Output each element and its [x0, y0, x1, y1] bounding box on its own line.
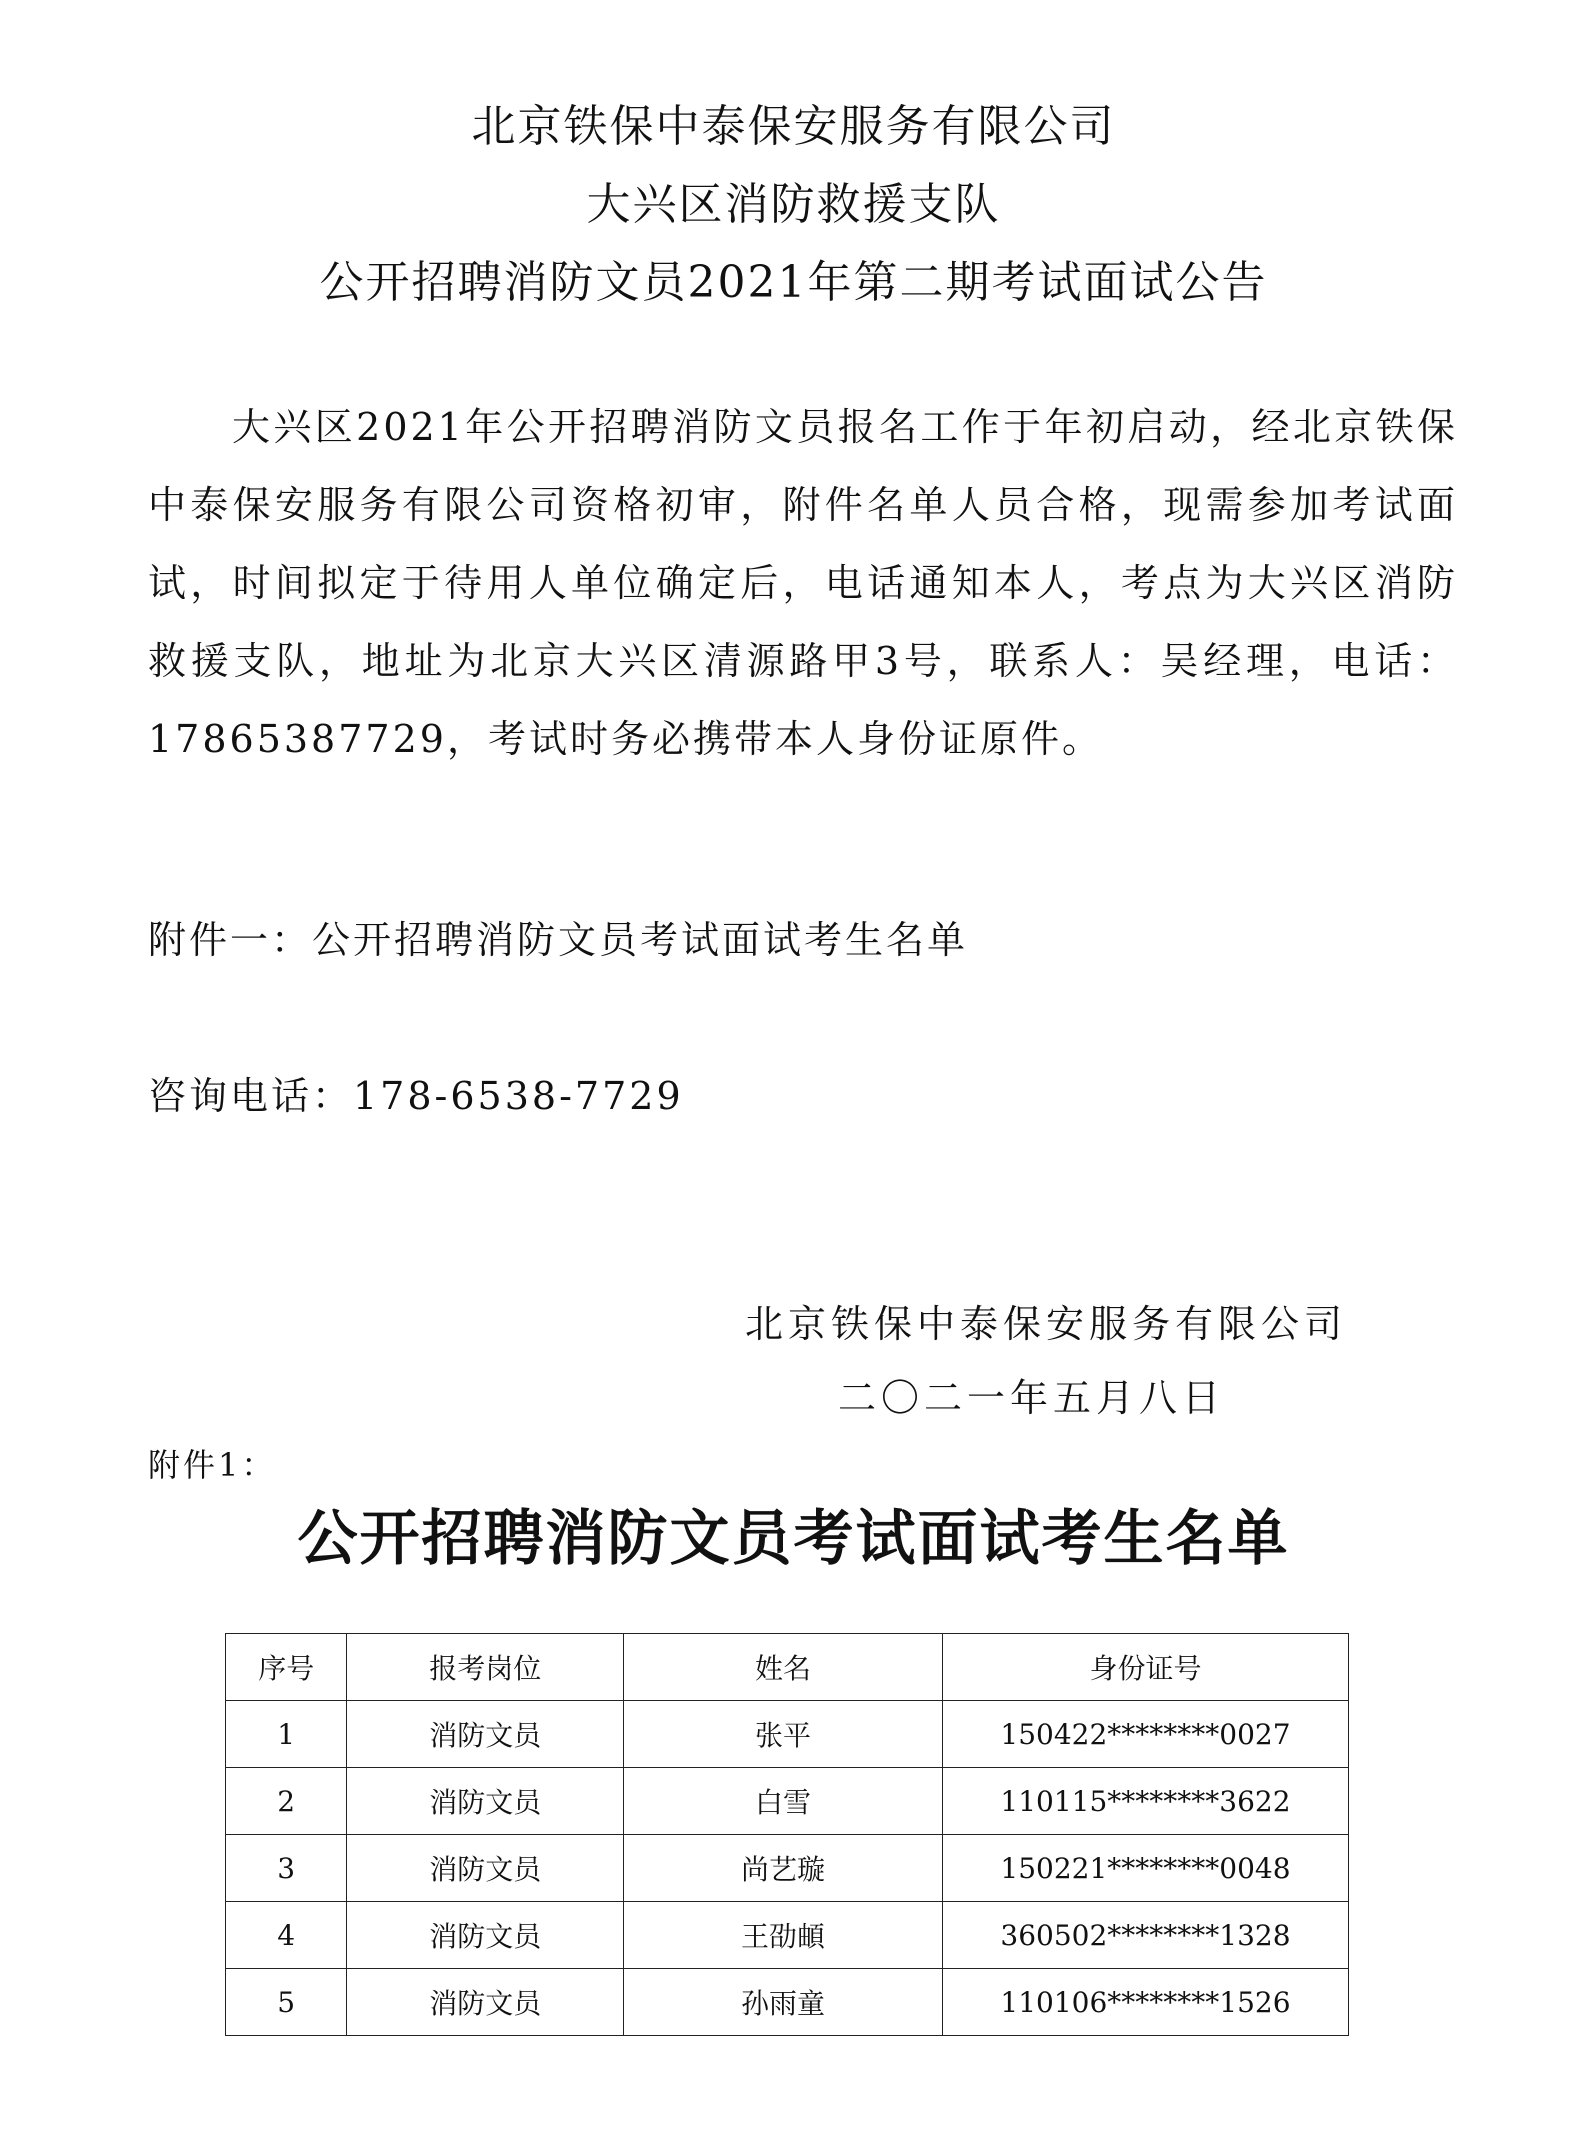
cell-id-number: 150422********0027 — [942, 1701, 1348, 1768]
candidate-table — [225, 1633, 1349, 2036]
annex-title: 公开招聘消防文员考试面试考生名单 — [297, 1504, 1290, 1574]
table-header-row — [226, 1634, 1349, 1701]
cell-name: 张平 — [624, 1701, 943, 1768]
cell-id-number: 110106********1526 — [942, 1969, 1348, 2036]
header-unit: 大兴区消防救援支队 — [586, 179, 1001, 230]
column-header-position: 报考岗位 — [347, 1634, 624, 1701]
header-announcement: 公开招聘消防文员2021年第二期考试面试公告 — [319, 257, 1268, 308]
cell-position: 消防文员 — [347, 1969, 624, 2036]
cell-seq: 2 — [226, 1768, 347, 1835]
cell-position: 消防文员 — [347, 1902, 624, 1969]
table-row — [226, 1701, 1349, 1768]
cell-position: 消防文员 — [347, 1768, 624, 1835]
table-row — [226, 1768, 1349, 1835]
table-row — [226, 1902, 1349, 1969]
announcement-header — [0, 88, 1587, 322]
cell-position: 消防文员 — [347, 1835, 624, 1902]
cell-position: 消防文员 — [347, 1701, 624, 1768]
column-header-seq: 序号 — [226, 1634, 347, 1701]
cell-name: 孙雨童 — [624, 1969, 943, 2036]
cell-name: 王劭頔 — [624, 1902, 943, 1969]
announcement-body: 大兴区2021年公开招聘消防文员报名工作于年初启动，经北京铁保中泰保安服务有限公司资格初审，附件名单人员合格，现需参加考试面试，时间拟定于待用人单位确定后，电话通知本人，考点为大兴区消防救援支队，地址为北京大兴区清源路甲3号，联系人：吴经理，电话：17865387729，考试时务必携带本人身份证原件。 — [148, 405, 1458, 761]
signature-date: 二〇二一年五月八日 — [838, 1376, 1226, 1420]
cell-id-number: 150221********0048 — [942, 1835, 1348, 1902]
cell-name: 白雪 — [624, 1768, 943, 1835]
signature-company: 北京铁保中泰保安服务有限公司 — [745, 1302, 1348, 1346]
cell-seq: 4 — [226, 1902, 347, 1969]
table-row — [226, 1969, 1349, 2036]
cell-seq: 1 — [226, 1701, 347, 1768]
column-header-id-number: 身份证号 — [942, 1634, 1348, 1701]
cell-id-number: 110115********3622 — [942, 1768, 1348, 1835]
cell-name: 尚艺璇 — [624, 1835, 943, 1902]
annex-label: 附件1： — [148, 1446, 277, 1484]
cell-seq: 3 — [226, 1835, 347, 1902]
column-header-name: 姓名 — [624, 1634, 943, 1701]
consult-phone: 咨询电话：178-6538-7729 — [148, 1074, 684, 1118]
attachment-reference: 附件一：公开招聘消防文员考试面试考生名单 — [148, 918, 969, 962]
header-company: 北京铁保中泰保安服务有限公司 — [471, 101, 1116, 152]
table-row — [226, 1835, 1349, 1902]
cell-id-number: 360502********1328 — [942, 1902, 1348, 1969]
cell-seq: 5 — [226, 1969, 347, 2036]
